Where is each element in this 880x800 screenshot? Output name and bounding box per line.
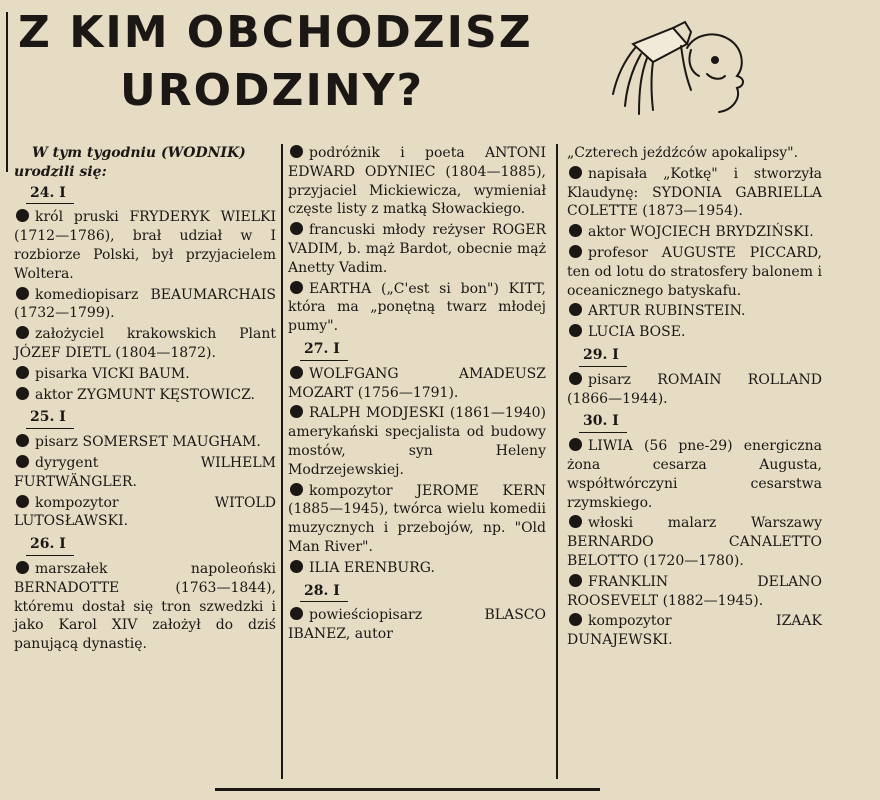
birthday-entry (14, 286, 276, 324)
entry-text: powieściopisarz BLASCO IBANEZ, autor (288, 607, 546, 643)
birthday-entry (567, 514, 822, 570)
birthday-entry (288, 559, 546, 578)
birthday-entry (567, 612, 822, 650)
bullet-icon (16, 495, 29, 508)
bullet-icon (290, 560, 303, 573)
date-heading-wrap (14, 533, 276, 560)
date-heading: 30. I (579, 412, 627, 433)
birthday-entry (288, 482, 546, 557)
entry-text: komediopisarz BEAUMARCHAIS (1732—1799). (14, 286, 276, 322)
birthday-entry (567, 371, 822, 409)
bullet-icon (569, 166, 582, 179)
bullet-icon (569, 515, 582, 528)
man-drinking-from-bottle-icon (595, 14, 755, 124)
bullet-icon (16, 209, 29, 222)
bullet-icon (16, 561, 29, 574)
entry-text: aktor WOJCIECH BRYDZIŃSKI. (588, 224, 814, 241)
entry-text: LIWIA (56 pne-29) energiczna żona cesarza Augusta, współtwórczyni cesarstwa rzymskiego. (567, 438, 822, 511)
birthday-entry (288, 404, 546, 479)
bullet-icon (16, 387, 29, 400)
entry-text: król pruski FRYDERYK WIELKI (1712—1786), brał udział w I rozbiorze Polski, był przyjacielem Woltera. (14, 209, 276, 282)
birthday-entry (567, 244, 822, 300)
entry-text: aktor ZYGMUNT KĘSTOWICZ. (35, 386, 256, 403)
entry-text: kompozytor JEROME KERN (1885—1945), twórca wielu komedii muzycznych i przebojów, np. "Old Man River". (288, 482, 546, 555)
column-2 (288, 144, 546, 646)
date-heading: 28. I (300, 582, 348, 603)
bullet-icon (290, 366, 303, 379)
bullet-icon (569, 324, 582, 337)
bottom-rule (215, 788, 600, 791)
birthday-entry (14, 433, 276, 452)
entry-text: kompozytor WITOLD LUTOSŁAWSKI. (14, 494, 276, 530)
date-heading: 25. I (26, 408, 74, 429)
entry-text: dyrygent WILHELM FURTWÄNGLER. (14, 454, 276, 490)
birthday-entry (567, 302, 822, 321)
entry-text: „Czterech jeźdźców apokalipsy". (567, 145, 799, 161)
date-heading-wrap (14, 406, 276, 433)
bullet-icon (290, 483, 303, 496)
date-heading-wrap (288, 580, 546, 607)
column-divider (556, 144, 558, 779)
bullet-icon (290, 145, 303, 158)
entry-text: marszałek napoleoński BERNADOTTE (1763—1844), któremu dostał się tron szwedzki i jako Karol XIV założył do dziś panującą dynastię. (14, 560, 276, 653)
column-1 (14, 144, 276, 656)
bullet-icon (569, 438, 582, 451)
bullet-icon (569, 303, 582, 316)
birthday-entry (567, 165, 822, 221)
entry-text: kompozytor IZAAK DUNAJEWSKI. (567, 613, 822, 649)
entry-text: ILIA ERENBURG. (309, 559, 435, 576)
birthday-entry (14, 454, 276, 492)
bullet-icon (569, 372, 582, 385)
bullet-icon (569, 245, 582, 258)
entry-text: francuski młody reżyser ROGER VADIM, b. mąż Bardot, obecnie mąż Anetty Vadim. (288, 222, 546, 276)
birthday-entry (567, 323, 822, 342)
bullet-icon (290, 607, 303, 620)
date-heading-wrap (567, 344, 822, 371)
bullet-icon (569, 224, 582, 237)
bullet-icon (16, 287, 29, 300)
date-heading-wrap (14, 182, 276, 209)
entry-text: włoski malarz Warszawy BERNARDO CANALETTO BELOTTO (1720—1780). (567, 515, 822, 569)
date-heading: 29. I (579, 346, 627, 367)
bullet-icon (290, 222, 303, 235)
birthday-entry (14, 494, 276, 532)
birthday-entry (288, 221, 546, 277)
entry-text: profesor AUGUSTE PICCARD, ten od lotu do stratosfery balonem i oceanicznego batyskafu. (567, 244, 822, 299)
bullet-icon (16, 366, 29, 379)
left-border-rule (6, 12, 8, 172)
birthday-entry (14, 325, 276, 363)
entry-text: pisarz SOMERSET MAUGHAM. (35, 434, 261, 451)
birthday-entry (288, 606, 546, 644)
entry-text: FRANKLIN DELANO ROOSEVELT (1882—1945). (567, 573, 822, 609)
bullet-icon (569, 574, 582, 587)
column-divider (281, 144, 283, 779)
date-heading: 26. I (26, 535, 74, 556)
birthday-entry (14, 208, 276, 283)
bullet-icon (16, 326, 29, 339)
date-heading-wrap (288, 338, 546, 365)
entry-text: założyciel krakowskich Plant JÓZEF DIETL (1804—1872). (14, 326, 276, 361)
intro-text: W tym tygodniu (WODNIK) urodzili się: (14, 145, 246, 180)
bullet-icon (16, 434, 29, 447)
entry-text: pisarka VICKI BAUM. (35, 365, 190, 382)
birthday-entry (14, 386, 276, 405)
bullet-icon (290, 281, 303, 294)
entry-text: WOLFGANG AMADEUSZ MOZART (1756—1791). (288, 365, 546, 401)
title-line-1: Z KIM OBCHODZISZ (18, 7, 533, 58)
birthday-entry (567, 437, 822, 512)
entry-text: podróżnik i poeta ANTONI EDWARD ODYNIEC (1804—1885), przyjaciel Mickiewicza, wymieniał częste listy z matką Słowackiego. (288, 145, 546, 218)
entry-text: LUCIA BOSE. (588, 324, 686, 341)
entry-text: ARTUR RUBINSTEIN. (588, 303, 746, 320)
date-heading-wrap (567, 410, 822, 437)
entry-text: EARTHA („C'est si bon") KITT, która ma „ponętną twarz młodej pumy". (288, 280, 546, 335)
birthday-entry (14, 365, 276, 384)
birthday-entry (14, 560, 276, 654)
title-line-2: URODZINY? (120, 65, 425, 116)
birthday-entry (288, 144, 546, 219)
column-3 (567, 144, 822, 652)
birthday-entry (567, 223, 822, 242)
entry-text: pisarz ROMAIN ROLLAND (1866—1944). (567, 371, 822, 407)
birthday-entry (288, 280, 546, 336)
birthday-entry (567, 573, 822, 611)
birthday-entry (288, 365, 546, 403)
entry-continuation (567, 144, 822, 163)
page-title (18, 4, 533, 120)
bullet-icon (569, 613, 582, 626)
entry-text: RALPH MODJESKI (1861—1940) amerykański specjalista od budowy mostów, syn Heleny Modrzejewskiej. (288, 405, 546, 478)
date-heading: 24. I (26, 184, 74, 205)
bullet-icon (290, 405, 303, 418)
bullet-icon (16, 455, 29, 468)
entry-text: napisała „Kotkę" i stworzyła Klaudynę: SYDONIA GABRIELLA COLETTE (1873—1954). (567, 165, 822, 220)
date-heading: 27. I (300, 340, 348, 361)
